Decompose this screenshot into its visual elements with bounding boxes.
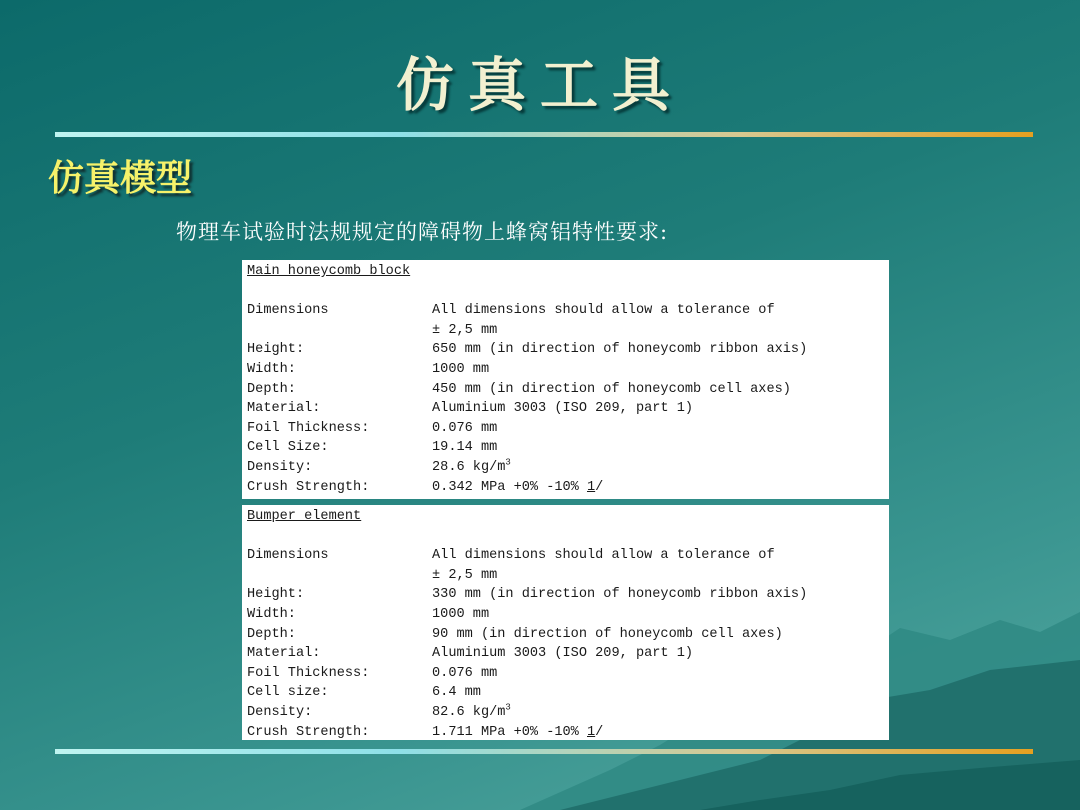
spec-label: Material: xyxy=(247,401,321,417)
spec-row xyxy=(247,625,889,645)
spec-value: ± 2,5 mm xyxy=(432,322,498,338)
spec-exponent: 3 xyxy=(505,702,511,713)
spec-row-density xyxy=(247,458,889,478)
spec-label: Depth: xyxy=(247,626,296,642)
spec-value: 1.711 MPa +0% -10% xyxy=(432,724,587,740)
bumper-element-spec-panel xyxy=(242,505,889,740)
slide-title: 仿真工具 xyxy=(395,51,684,119)
spec-row xyxy=(247,605,889,625)
spec-label: Depth: xyxy=(247,381,296,397)
footnote-slash: / xyxy=(595,724,604,740)
spec-label: Dimensions xyxy=(247,548,329,564)
panel-heading: Main honeycomb block xyxy=(247,264,411,279)
spec-row xyxy=(247,340,889,360)
spec-label: Height: xyxy=(247,342,305,358)
spec-value: 90 mm (in direction of honeycomb cell axes) xyxy=(432,626,783,642)
section-subtitle: 仿真模型 xyxy=(48,157,193,199)
spec-row-density xyxy=(247,703,889,723)
spec-value: 1000 mm xyxy=(432,361,490,377)
spec-label: Crush Strength: xyxy=(247,479,370,495)
spec-row-dimensions xyxy=(247,301,889,321)
spec-row xyxy=(247,399,889,419)
spec-row-crush-strength xyxy=(247,723,889,743)
spec-row xyxy=(247,664,889,684)
spec-label: Cell size: xyxy=(247,685,329,701)
spec-row-tolerance xyxy=(247,566,889,586)
main-honeycomb-spec-panel xyxy=(242,260,889,499)
spec-row xyxy=(247,585,889,605)
spec-value: Aluminium 3003 (ISO 209, part 1) xyxy=(432,401,694,417)
spec-row xyxy=(247,644,889,664)
spec-value: 330 mm (in direction of honeycomb ribbon axis) xyxy=(432,587,808,603)
spec-value: 1000 mm xyxy=(432,606,490,622)
description-text: 物理车试验时法规规定的障碍物上蜂窝铝特性要求: xyxy=(176,220,669,244)
spec-row xyxy=(247,380,889,400)
spec-label: Density: xyxy=(247,704,313,720)
spec-value: 82.6 kg/m xyxy=(432,704,506,720)
spec-value: 0.076 mm xyxy=(432,420,498,436)
spec-label: Foil Thickness: xyxy=(247,665,370,681)
spec-label: Crush Strength: xyxy=(247,724,370,740)
spec-value: 28.6 kg/m xyxy=(432,459,506,475)
spec-label: Height: xyxy=(247,587,305,603)
spec-value: 650 mm (in direction of honeycomb ribbon axis) xyxy=(432,342,808,358)
spec-row xyxy=(247,360,889,380)
spec-row-crush-strength xyxy=(247,478,889,498)
spec-row xyxy=(247,683,889,703)
spec-value: Aluminium 3003 (ISO 209, part 1) xyxy=(432,646,694,662)
panel-heading: Bumper element xyxy=(247,509,362,524)
spec-value: 0.076 mm xyxy=(432,665,498,681)
spec-label: Width: xyxy=(247,361,296,377)
spec-value: All dimensions should allow a tolerance of xyxy=(432,548,775,564)
spec-value: 6.4 mm xyxy=(432,685,481,701)
spec-label: Density: xyxy=(247,459,313,475)
footnote-slash: / xyxy=(595,479,604,495)
spec-value: 0.342 MPa +0% -10% xyxy=(432,479,587,495)
spec-exponent: 3 xyxy=(505,457,511,468)
spec-row xyxy=(247,438,889,458)
spec-value: 19.14 mm xyxy=(432,440,498,456)
top-divider xyxy=(55,132,1033,137)
spec-label: Material: xyxy=(247,646,321,662)
spec-label: Width: xyxy=(247,606,296,622)
spec-row xyxy=(247,419,889,439)
spec-label: Cell Size: xyxy=(247,440,329,456)
spec-label: Dimensions xyxy=(247,303,329,319)
footnote-marker: 1 xyxy=(587,479,596,495)
spec-row-dimensions xyxy=(247,546,889,566)
spec-row-tolerance xyxy=(247,321,889,341)
spec-value: 450 mm (in direction of honeycomb cell axes) xyxy=(432,381,791,397)
spec-label: Foil Thickness: xyxy=(247,420,370,436)
bottom-divider xyxy=(55,749,1033,754)
spec-value: All dimensions should allow a tolerance of xyxy=(432,303,775,319)
spec-value: ± 2,5 mm xyxy=(432,567,498,583)
footnote-marker: 1 xyxy=(587,724,596,740)
